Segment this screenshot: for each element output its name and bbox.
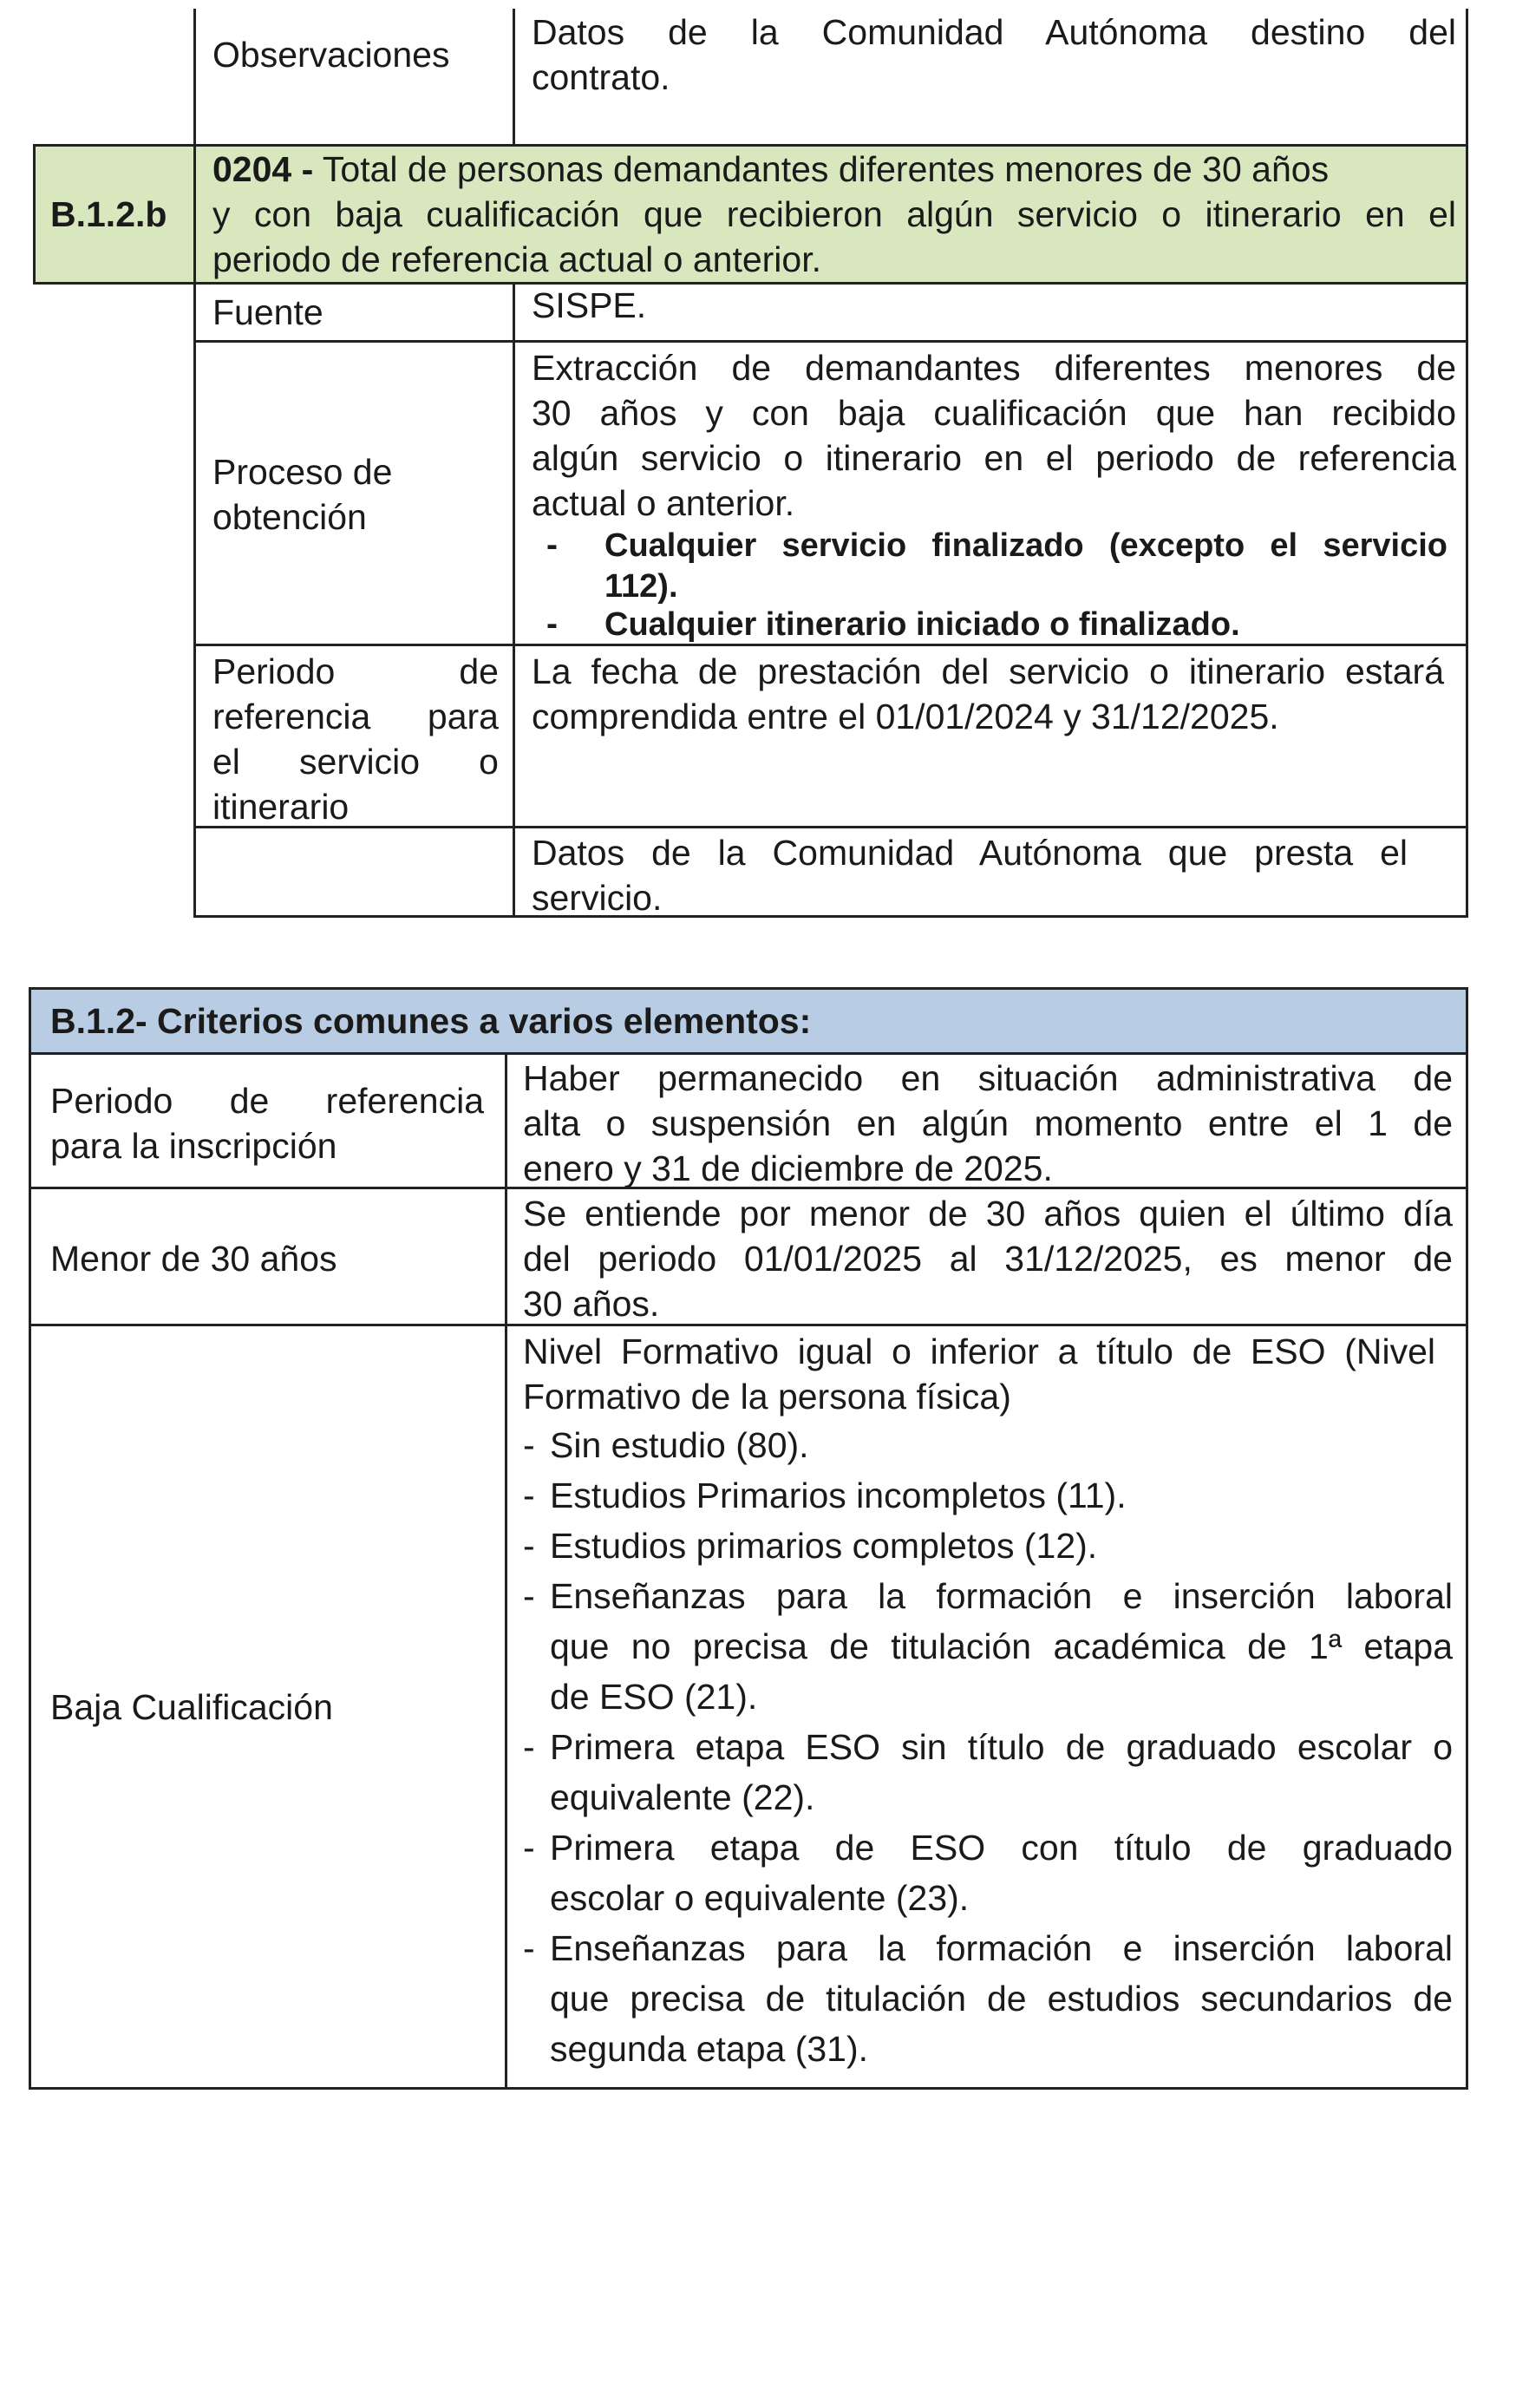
menor-value: del periodo 01/01/2025 al 31/12/2025, es menor de: [523, 1239, 1453, 1279]
table2-border: [29, 987, 1468, 990]
table2-border: [505, 1052, 507, 2090]
proceso-bullet: 112).: [604, 568, 678, 605]
table1-border: [193, 9, 196, 146]
criteria-header: [50, 998, 811, 1044]
proceso-text: actual o anterior.: [532, 483, 795, 523]
table2-border: [29, 1052, 1468, 1055]
list-item: equivalente (22).: [550, 1777, 815, 1817]
menor-value: Se entiende por menor de 30 años quien el último día: [523, 1194, 1453, 1233]
periodo-label: el servicio o: [212, 742, 499, 782]
list-item: Primera etapa ESO sin título de graduado escolar o: [550, 1727, 1453, 1767]
baja-intro: Nivel Formativo igual o inferior a título de ESO (Nivel: [523, 1332, 1435, 1371]
indicator-title: periodo de referencia actual o anterior.: [212, 239, 822, 279]
list-dash: -: [523, 1928, 535, 1968]
baja-label: Baja Cualificación: [50, 1687, 333, 1727]
table1-border: [513, 282, 515, 918]
datos-value: servicio.: [532, 878, 663, 918]
indicator-code: B.1.2.b: [50, 194, 167, 234]
proceso-text: 30 años y con baja cualificación que han recibido: [532, 393, 1456, 433]
list-dash: -: [523, 1425, 535, 1465]
list-item: de ESO (21).: [550, 1677, 758, 1717]
table1-border: [193, 144, 196, 918]
inscripcion-value: enero y 31 de diciembre de 2025.: [523, 1148, 1053, 1188]
periodo-value: La fecha de prestación del servicio o itinerario estará: [532, 651, 1444, 691]
proceso-bullet: Cualquier itinerario iniciado o finalizado.: [604, 606, 1240, 643]
list-item: que no precisa de titulación académica de 1ª etapa: [550, 1626, 1453, 1666]
bullet-dash: -: [546, 605, 558, 643]
inscripcion-label: para la inscripción: [50, 1126, 337, 1166]
table1-border: [33, 144, 36, 285]
list-dash: -: [523, 1828, 535, 1868]
list-dash: -: [523, 1526, 535, 1566]
table1-border: [193, 340, 1468, 343]
bullet-dash: -: [546, 527, 558, 564]
criteria-code: B.1.2: [50, 1001, 135, 1041]
table2-border: [29, 1324, 1468, 1326]
observaciones-value: Datos de la Comunidad Autónoma destino del: [532, 12, 1456, 52]
proceso-text: algún servicio o itinerario en el periodo de referencia: [532, 438, 1456, 478]
periodo-label: itinerario: [212, 787, 350, 827]
list-item: Primera etapa de ESO con título de graduado: [550, 1828, 1453, 1868]
periodo-value: comprendida entre el 01/01/2024 y 31/12/2025.: [532, 697, 1279, 736]
inscripcion-value: alta o suspensión en algún momento entre el 1 de: [523, 1103, 1453, 1143]
menor-label: Menor de 30 años: [50, 1239, 337, 1279]
table2-border: [1466, 987, 1468, 2090]
list-dash: -: [523, 1727, 535, 1767]
fuente-label: Fuente: [212, 292, 323, 332]
criteria-title: - Criterios comunes a varios elementos:: [135, 1001, 812, 1041]
table1-border: [513, 9, 515, 146]
proceso-label: Proceso de: [212, 452, 393, 492]
periodo-label: Periodo de: [212, 651, 499, 691]
inscripcion-label: Periodo de referencia: [50, 1081, 484, 1121]
datos-value: Datos de la Comunidad Autónoma que presta el: [532, 833, 1408, 873]
list-dash: -: [523, 1476, 535, 1515]
fuente-value: SISPE.: [532, 285, 647, 325]
list-dash: -: [523, 1576, 535, 1616]
table1-border: [1466, 144, 1468, 918]
list-item: Enseñanzas para la formación e inserción laboral: [550, 1928, 1453, 1968]
list-item: Estudios primarios completos (12).: [550, 1526, 1098, 1566]
inscripcion-value: Haber permanecido en situación administrativa de: [523, 1058, 1453, 1098]
list-item: Estudios Primarios incompletos (11).: [550, 1476, 1127, 1515]
list-item: Sin estudio (80).: [550, 1425, 809, 1465]
list-item: segunda etapa (31).: [550, 2029, 868, 2069]
periodo-label: referencia para: [212, 697, 499, 736]
table2-border: [29, 987, 31, 2090]
list-item: Enseñanzas para la formación e inserción laboral: [550, 1576, 1453, 1616]
menor-value: 30 años.: [523, 1284, 660, 1324]
baja-intro: Formativo de la persona física): [523, 1377, 1011, 1417]
indicator-title: y con baja cualificación que recibieron algún servicio o itinerario en el: [212, 194, 1456, 234]
indicator-number: 0204 -: [212, 149, 314, 189]
table1-border: [1466, 9, 1468, 146]
table1-border: [193, 826, 1468, 828]
proceso-bullet: Cualquier servicio finalizado (excepto el servicio: [604, 527, 1447, 564]
indicator-title-text: Total de personas demandantes diferentes menores de 30 años: [322, 149, 1330, 189]
table1-border: [193, 915, 1468, 918]
observaciones-value: contrato.: [532, 57, 670, 97]
proceso-text: Extracción de demandantes diferentes menores de: [532, 348, 1456, 388]
proceso-label: obtención: [212, 497, 367, 537]
list-item: escolar o equivalente (23).: [550, 1878, 970, 1918]
table1-border: [33, 282, 1468, 285]
observaciones-label: Observaciones: [212, 35, 450, 75]
indicator-title: [212, 147, 1456, 192]
list-item: que precisa de titulación de estudios secundarios de: [550, 1979, 1453, 2019]
table2-border: [29, 2087, 1468, 2090]
